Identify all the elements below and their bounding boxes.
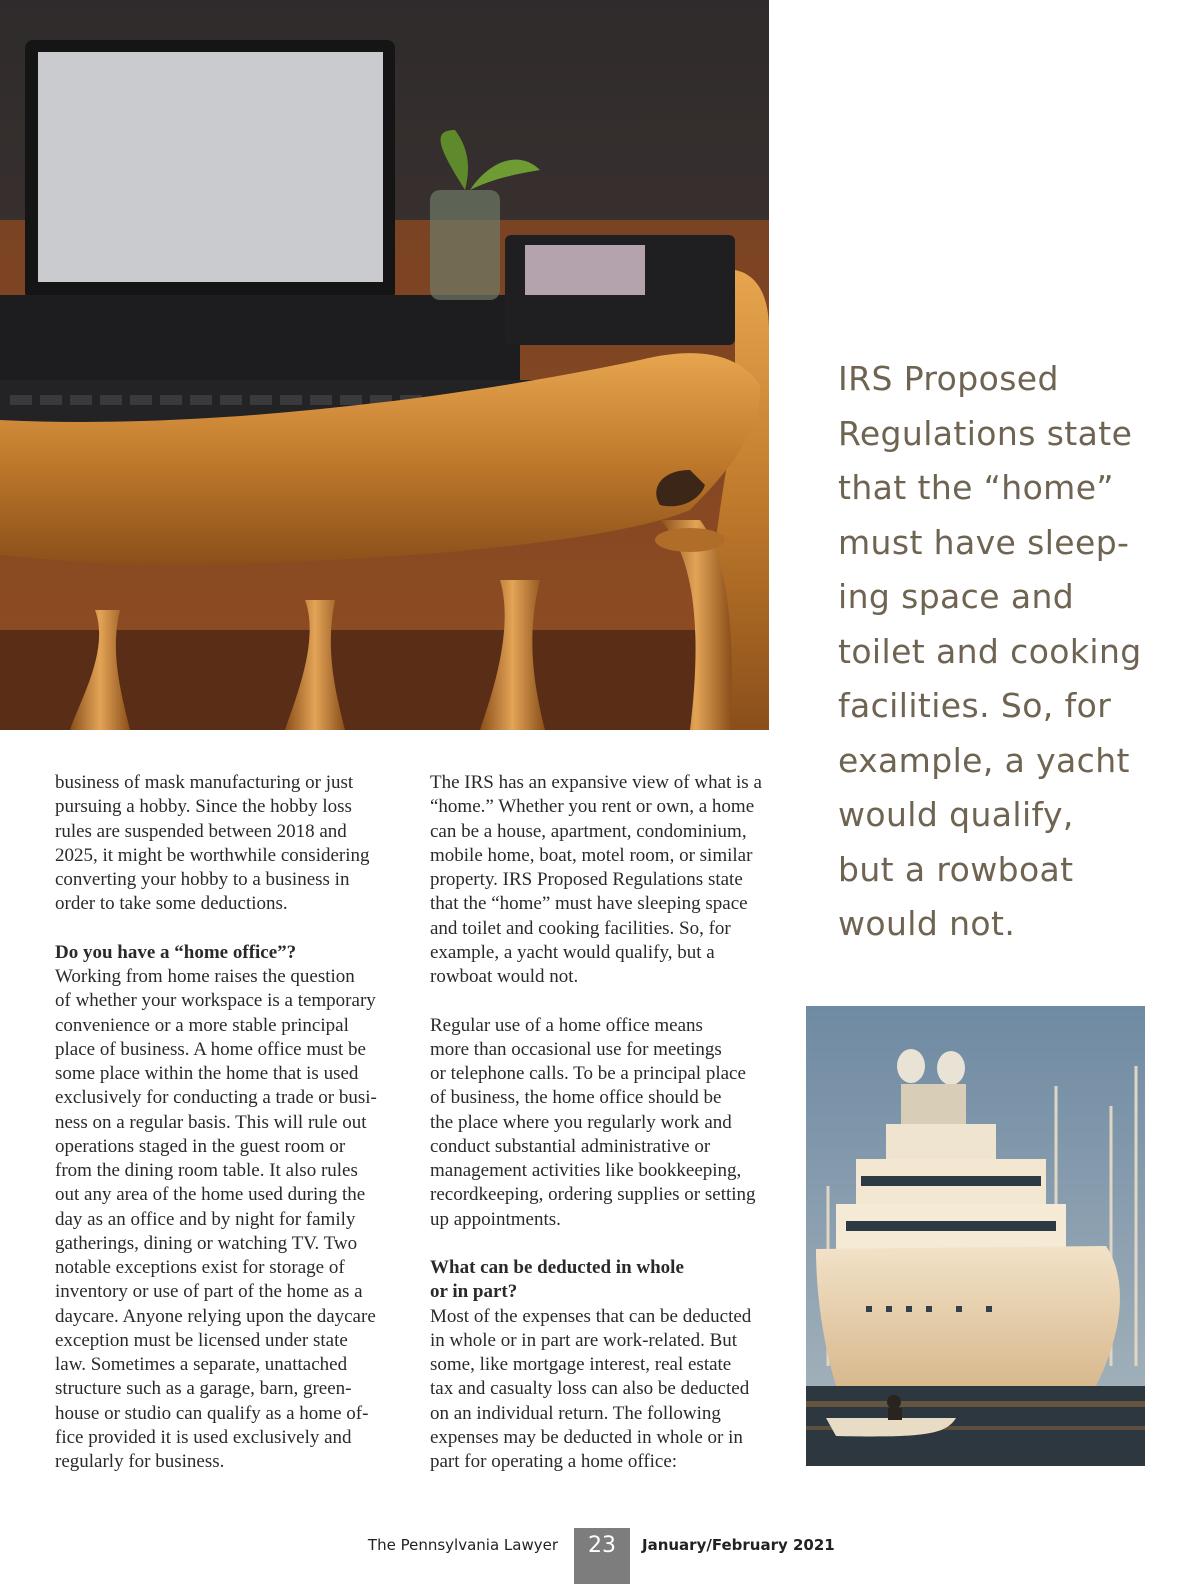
body-line: that the “home” must have sleeping space (430, 893, 748, 915)
body-line: or telephone calls. To be a principal place (430, 1063, 746, 1084)
body-line: regularly for business. (55, 1451, 225, 1472)
body-line: in whole or in part are work-related. But (430, 1329, 738, 1351)
hero-photo-desk-chair (0, 0, 769, 730)
body-line: day as an office and by night for family (55, 1208, 356, 1230)
body-line: ness on a regular basis. This will rule out (55, 1111, 367, 1133)
pull-quote (838, 352, 1178, 952)
body-line: and toilet and cooking facilities. So, for (430, 917, 731, 939)
body-line: Working from home raises the question (55, 966, 355, 987)
body-line: recordkeeping, ordering supplies or setting (430, 1184, 756, 1206)
body-line: rowboat would not. (430, 966, 579, 987)
body-line: structure such as a garage, barn, green- (55, 1378, 352, 1400)
body-line: house or studio can qualify as a home of- (55, 1402, 369, 1424)
body-line: mobile home, boat, motel room, or similar (430, 844, 753, 866)
body-line: daycare. Anyone relying upon the daycare (55, 1305, 376, 1327)
body-line: of business, the home office should be (430, 1087, 722, 1109)
body-line: gatherings, dining or watching TV. Two (55, 1232, 358, 1254)
pull-quote-line: but a rowboat (838, 849, 1074, 889)
body-line: some, like mortgage interest, real estate (430, 1354, 732, 1375)
body-line: of whether your workspace is a temporary (55, 990, 376, 1012)
issue-date: January/February 2021 (642, 1536, 835, 1554)
body-line: law. Sometimes a separate, unattached (55, 1354, 348, 1375)
left-column (55, 771, 400, 1474)
paragraph-gap (430, 989, 775, 1013)
body-line: up appointments. (430, 1208, 561, 1230)
pull-quote-line: would not. (838, 904, 1016, 943)
body-line: on an individual return. The following (430, 1402, 721, 1424)
body-line: pursuing a hobby. Since the hobby loss (55, 796, 352, 818)
body-line: tax and casualty loss can also be deducted (430, 1378, 750, 1400)
pull-quote-line: must have sleep- (838, 522, 1130, 562)
body-line: management activities like bookkeeping, (430, 1160, 742, 1181)
body-line: business of mask manufacturing or just (55, 772, 354, 793)
paragraph-gap (430, 1232, 775, 1256)
pull-quote-line: ing space and (838, 577, 1075, 616)
publication-name: The Pennsylvania Lawyer (367, 1536, 558, 1554)
yacht-illustration (806, 1006, 1145, 1466)
pull-quote-line: facilities. So, for (838, 686, 1112, 725)
section-heading-home-office: Do you have a “home office”? (55, 941, 297, 963)
page-footer (0, 1528, 1200, 1584)
body-line: conduct substantial administrative or (430, 1135, 711, 1157)
desk-chair-illustration (0, 0, 769, 730)
body-line: more than occasional use for meetings (430, 1038, 722, 1060)
body-line: “home.” Whether you rent or own, a home (430, 796, 755, 818)
body-line: place of business. A home office must be (55, 1038, 366, 1060)
pull-quote-line: Regulations state (838, 413, 1133, 453)
pull-quote-line: would qualify, (838, 795, 1074, 834)
body-line: the place where you regularly work and (430, 1111, 732, 1133)
body-line: operations staged in the guest room or (55, 1135, 346, 1157)
body-line: out any area of the home used during the (55, 1184, 366, 1206)
pull-quote-line: example, a yacht (838, 740, 1130, 780)
body-line: inventory or use of part of the home as a (55, 1281, 363, 1303)
body-line: exclusively for conducting a trade or busi- (55, 1087, 377, 1109)
body-line: example, a yacht would qualify, but a (430, 941, 715, 963)
page-number: 23 (574, 1528, 630, 1584)
body-line: Regular use of a home office means (430, 1014, 703, 1036)
pull-quote-line: IRS Proposed (838, 359, 1059, 398)
body-line: converting your hobby to a business in (55, 869, 350, 890)
body-line: part for operating a home office: (430, 1451, 678, 1472)
body-line: convenience or a more stable principal (55, 1014, 349, 1036)
body-line: rules are suspended between 2018 and (55, 820, 347, 842)
section-heading-deductions: or in part? (430, 1281, 518, 1303)
body-line: 2025, it might be worthwhile considering (55, 844, 370, 866)
body-line: exception must be licensed under state (55, 1329, 348, 1351)
body-line: can be a house, apartment, condominium, (430, 820, 747, 842)
body-line: notable exceptions exist for storage of (55, 1257, 345, 1278)
body-line: The IRS has an expansive view of what is a (430, 772, 762, 793)
body-line: expenses may be deducted in whole or in (430, 1426, 743, 1448)
body-line: order to take some deductions. (55, 893, 288, 915)
body-line: fice provided it is used exclusively and (55, 1426, 352, 1448)
yacht-photo (806, 1006, 1145, 1466)
body-line: property. IRS Proposed Regulations state (430, 869, 743, 890)
body-line: from the dining room table. It also rules (55, 1160, 358, 1181)
paragraph-gap (55, 917, 400, 941)
section-heading-deductions: What can be deducted in whole (430, 1257, 684, 1278)
body-line: some place within the home that is used (55, 1063, 359, 1084)
body-line: Most of the expenses that can be deducted (430, 1305, 752, 1327)
middle-column (430, 771, 775, 1474)
pull-quote-line: that the “home” (838, 468, 1114, 507)
pull-quote-line: toilet and cooking (838, 631, 1142, 671)
